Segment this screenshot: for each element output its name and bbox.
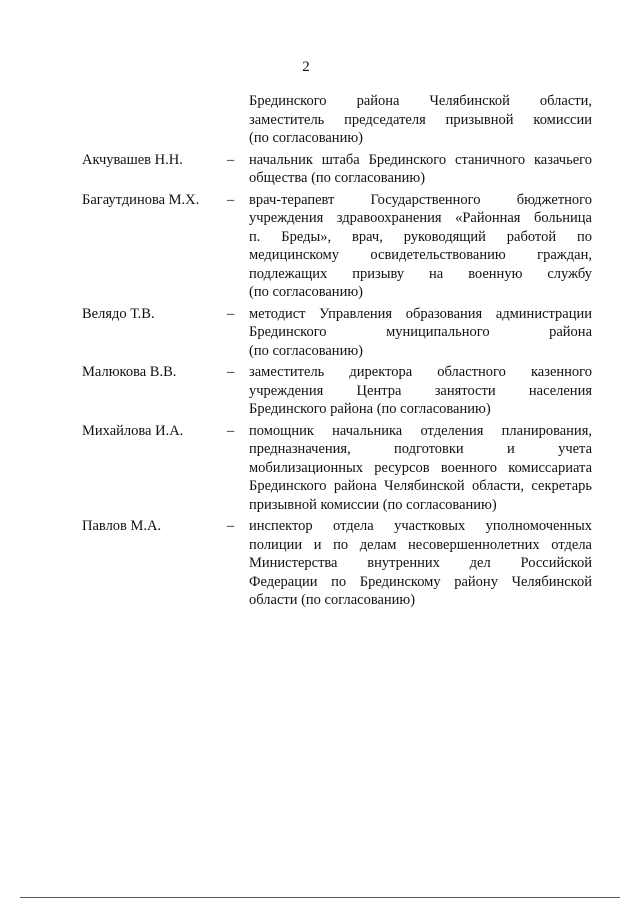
member-name: Акчувашев Н.Н. bbox=[82, 151, 183, 168]
role-line: помощник начальника отделения планирования, bbox=[249, 422, 592, 439]
member-role bbox=[249, 363, 592, 419]
role-line: Федерации по Брединскому району Челябинской bbox=[249, 573, 592, 590]
role-line: п. Бреды», врач, руководящий работой по bbox=[249, 228, 592, 245]
role-line: области (по согласованию) bbox=[249, 592, 416, 608]
dash-separator: – bbox=[227, 422, 235, 439]
member-name: Павлов М.А. bbox=[82, 518, 162, 534]
member-role bbox=[249, 422, 592, 515]
role-line: учреждения здравоохранения «Районная больница bbox=[249, 210, 592, 226]
member-entry bbox=[82, 191, 592, 302]
member-name: Велядо Т.В. bbox=[82, 305, 155, 322]
role-line: Брединского муниципального района bbox=[249, 324, 592, 340]
commission-roster bbox=[82, 92, 592, 613]
dash-separator: – bbox=[227, 151, 235, 168]
role-line: Брединского района Челябинской области, секретарь bbox=[249, 478, 592, 494]
member-name: Багаутдинова М.Х. bbox=[82, 191, 200, 208]
dash-separator: – bbox=[227, 305, 235, 322]
dash-separator: – bbox=[227, 364, 235, 380]
dash-separator: – bbox=[227, 191, 235, 208]
member-entry bbox=[82, 517, 592, 610]
member-role bbox=[249, 517, 592, 610]
member-role bbox=[249, 191, 592, 302]
member-role bbox=[249, 151, 592, 188]
role-line: Министерства внутренних дел Российской bbox=[249, 555, 592, 571]
member-role bbox=[249, 305, 592, 361]
role-line: медицинскому освидетельствованию граждан, bbox=[249, 247, 592, 263]
role-line: методист Управления образования администрации bbox=[249, 305, 592, 322]
member-role bbox=[249, 92, 592, 148]
member-name: Михайлова И.А. bbox=[82, 422, 184, 439]
page-number: 2 bbox=[302, 59, 310, 75]
role-line: Брединского района Челябинской области, bbox=[249, 93, 592, 109]
role-line: заместитель председателя призывной комиссии bbox=[249, 111, 592, 128]
scan-edge-line bbox=[20, 897, 620, 898]
role-line: начальник штаба Брединского станичного казачьего bbox=[249, 151, 592, 168]
role-line: заместитель директора областного казенного bbox=[249, 364, 592, 380]
role-line: полиции и по делам несовершеннолетних отдела bbox=[249, 536, 592, 553]
member-entry bbox=[82, 422, 592, 515]
continuation-entry bbox=[82, 92, 592, 148]
role-line: инспектор отдела участковых уполномоченных bbox=[249, 518, 592, 534]
role-line: (по согласованию) bbox=[249, 342, 363, 359]
member-entry bbox=[82, 363, 592, 419]
member-entry bbox=[82, 151, 592, 188]
role-line: мобилизационных ресурсов военного комиссариата bbox=[249, 459, 592, 476]
member-entry bbox=[82, 305, 592, 361]
role-line: Брединского района (по согласованию) bbox=[249, 401, 491, 417]
member-name: Малюкова В.В. bbox=[82, 364, 177, 380]
role-line: врач-терапевт Государственного бюджетного bbox=[249, 191, 592, 208]
role-line: (по согласованию) bbox=[249, 284, 363, 300]
role-line: учреждения Центра занятости населения bbox=[249, 382, 592, 399]
dash-separator: – bbox=[227, 518, 235, 534]
role-line: предназначения, подготовки и учета bbox=[249, 441, 592, 457]
role-line: призывной комиссии (по согласованию) bbox=[249, 496, 497, 513]
role-line: (по согласованию) bbox=[249, 130, 363, 146]
role-line: общества (по согласованию) bbox=[249, 170, 426, 186]
role-line: подлежащих призыву на военную службу bbox=[249, 265, 592, 282]
